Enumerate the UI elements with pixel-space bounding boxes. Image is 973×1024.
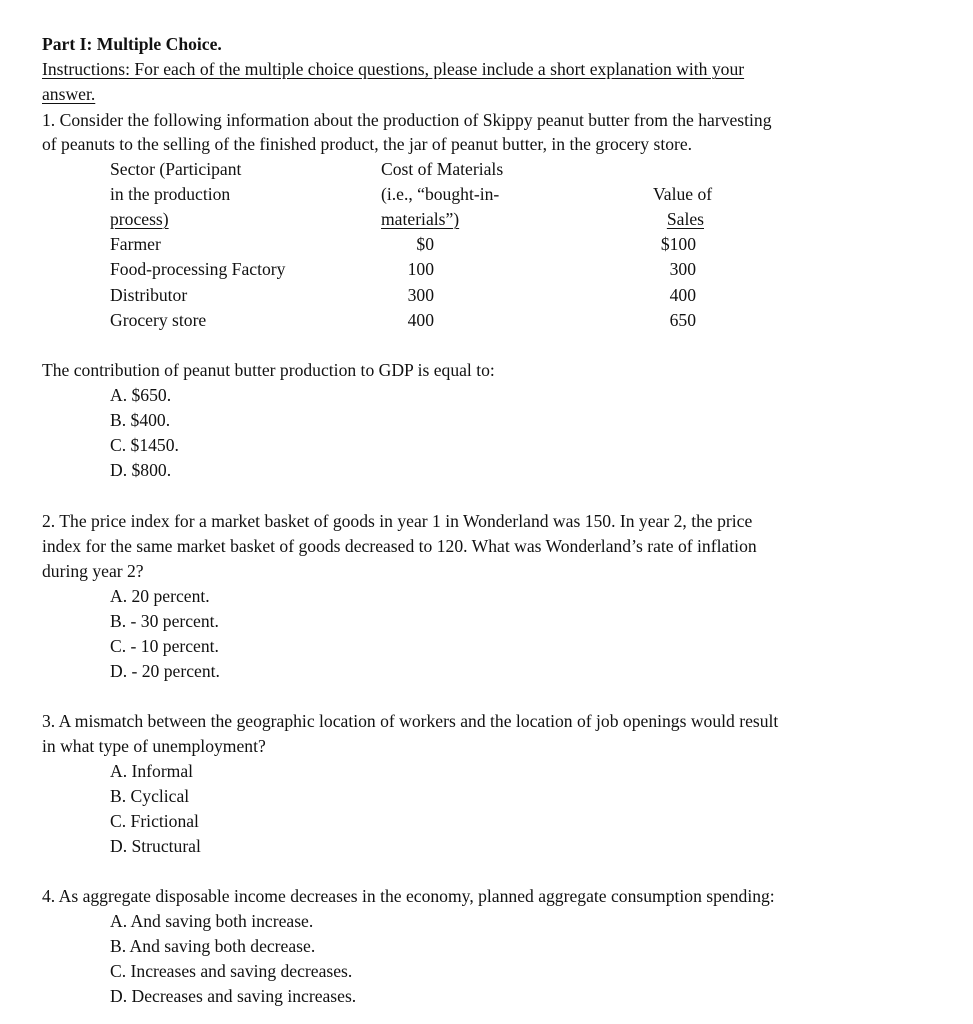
table-cell-cost: 300 — [407, 285, 434, 305]
question-2-option-d: D. - 20 percent. — [110, 661, 220, 681]
question-3-text-line-1: 3. A mismatch between the geographic location of workers and the location of job openings would result — [42, 711, 779, 731]
question-3-option-c: C. Frictional — [110, 811, 199, 831]
instructions-line-1: Instructions: For each of the multiple choice questions, please include a short explanation with your — [42, 59, 745, 79]
table-header-sector: process) — [110, 209, 169, 229]
question-2-text-line-3: during year 2? — [42, 561, 144, 581]
question-3-option-a: A. Informal — [110, 761, 194, 781]
table-cell-cost: 100 — [407, 259, 434, 279]
table-cell-sales: 650 — [669, 310, 696, 330]
table-header-sales: Value of — [653, 184, 713, 204]
table-cell-sales: 400 — [669, 285, 696, 305]
table-header-sales: Sales — [666, 209, 704, 229]
table-header-cost: Cost of Materials — [381, 159, 504, 179]
question-4-text-line-1: 4. As aggregate disposable income decreases in the economy, planned aggregate consumption spending: — [42, 886, 775, 906]
table-cell-sector: Grocery store — [110, 310, 207, 330]
question-1-option-d: D. $800. — [110, 460, 172, 480]
question-4-option-c: C. Increases and saving decreases. — [110, 961, 353, 981]
question-2-option-a: A. 20 percent. — [110, 586, 210, 606]
instructions-line-2: answer. — [42, 84, 96, 104]
table-cell-sector: Farmer — [110, 234, 161, 254]
table-cell-sales: $100 — [660, 234, 696, 254]
table-cell-sales: 300 — [669, 259, 696, 279]
question-4-option-a: A. And saving both increase. — [110, 911, 314, 931]
table-cell-cost: 400 — [407, 310, 434, 330]
question-1-option-a: A. $650. — [110, 385, 172, 405]
question-4-option-b: B. And saving both decrease. — [110, 936, 316, 956]
question-1-prompt: The contribution of peanut butter production to GDP is equal to: — [42, 360, 495, 380]
question-2-text-line-1: 2. The price index for a market basket of goods in year 1 in Wonderland was 150. In year 2, the price — [42, 511, 753, 531]
question-2-option-b: B. - 30 percent. — [110, 611, 219, 631]
table-header-sector: in the production — [110, 184, 231, 204]
table-header-cost: (i.e., “bought-in- — [381, 184, 500, 204]
part-title: Part I: Multiple Choice. — [42, 34, 222, 54]
question-1-text-line-2: of peanuts to the selling of the finished product, the jar of peanut butter, in the grocery store. — [42, 134, 693, 154]
question-1-option-c: C. $1450. — [110, 435, 179, 455]
question-1-option-b: B. $400. — [110, 410, 171, 430]
question-4-option-d: D. Decreases and saving increases. — [110, 986, 357, 1006]
table-cell-cost: $0 — [416, 234, 434, 254]
question-2-option-c: C. - 10 percent. — [110, 636, 219, 656]
question-3-text-line-2: in what type of unemployment? — [42, 736, 266, 756]
table-header-sector: Sector (Participant — [110, 159, 242, 179]
question-1-text-line-1: 1. Consider the following information about the production of Skippy peanut butter from the harvesting — [42, 110, 772, 130]
question-3-option-d: D. Structural — [110, 836, 201, 856]
question-2-text-line-2: index for the same market basket of goods decreased to 120. What was Wonderland’s rate of inflation — [42, 536, 757, 556]
table-cell-sector: Distributor — [110, 285, 188, 305]
question-3-option-b: B. Cyclical — [110, 786, 190, 806]
table-header-cost: materials”) — [381, 209, 460, 229]
table-cell-sector: Food-processing Factory — [110, 259, 286, 279]
